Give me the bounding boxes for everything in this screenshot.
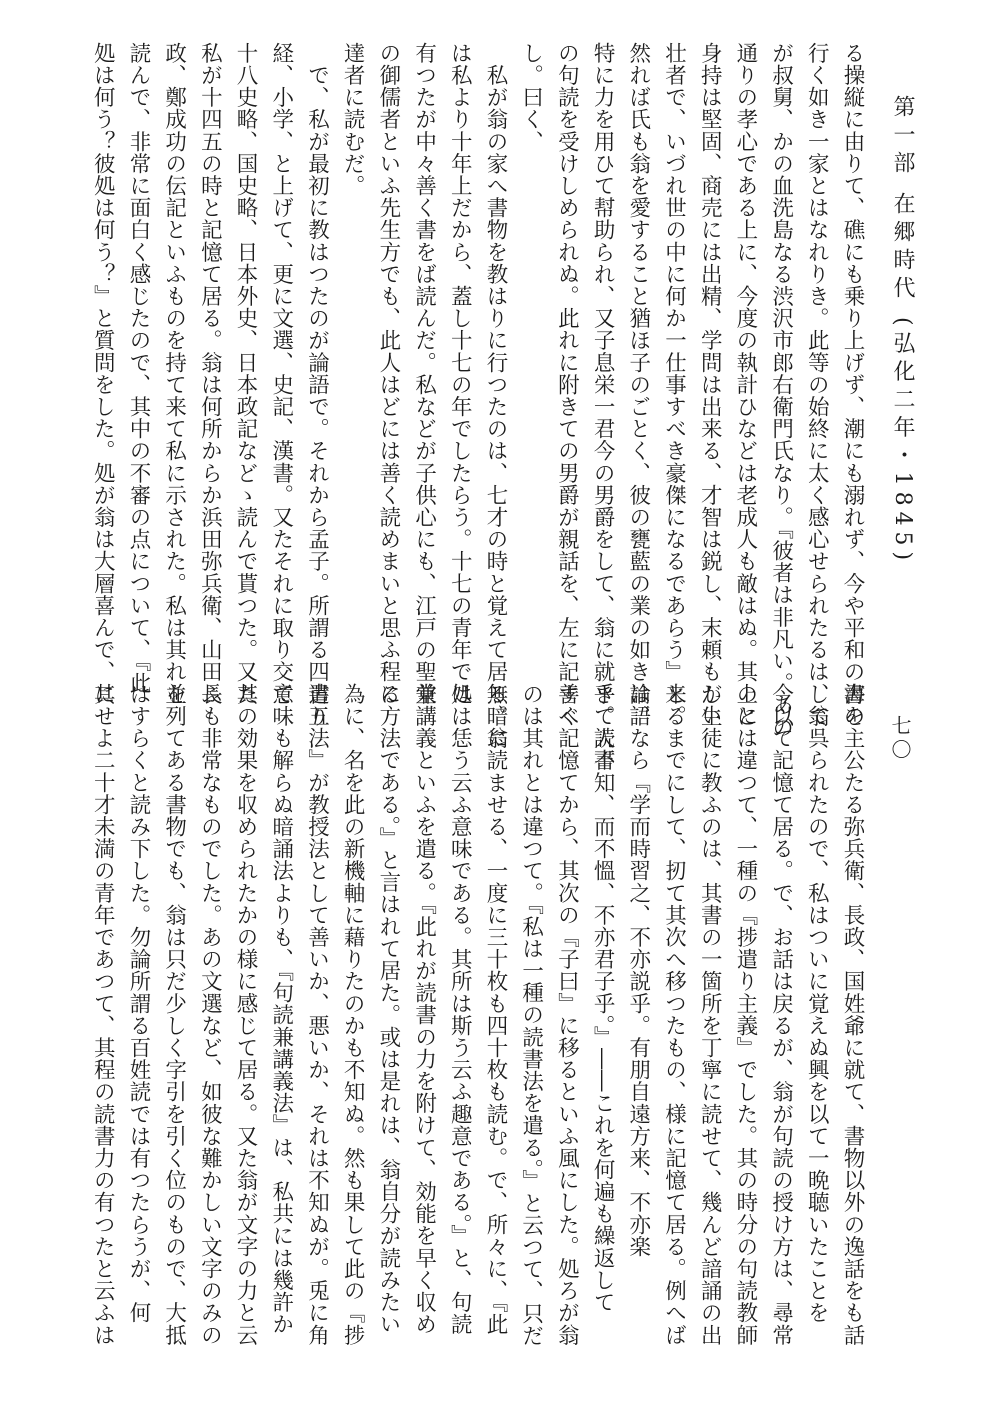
text-column: 並列てある書物でも、翁は只だ少しく字引を引く位のもので、大抵 bbox=[161, 683, 187, 1346]
text-column: 遣り法』が教授法として善いか、悪いか、それは不知ぬが。兎に角 bbox=[304, 683, 330, 1346]
text-column: 壮者で、いづれ世の中に何か一仕事すべき豪傑になるであらう』と。 bbox=[661, 42, 687, 728]
running-title: 第一部 在郷時代 (弘化二年・1845) bbox=[890, 95, 915, 567]
text-column: 特に力を用ひて幇助られ、又子息栄一君今の男爵をして、翁に就きて読書 bbox=[590, 42, 616, 772]
text-column: 為に、名を此の新機軸に藉りたのかも不知ぬ。然も果して此の『捗 bbox=[340, 683, 366, 1346]
text-column: 善く記憶てから、其次の『子曰』に移るといふ風にした。処ろが翁 bbox=[554, 683, 580, 1346]
text-column: 兼講義といふを遣る。『此れが読書の力を附けて、効能を早く収め bbox=[411, 683, 437, 1336]
text-column: 通りの孝心である上に、今度の執計ひなどは老成人も敵はぬ。其上に bbox=[732, 42, 758, 728]
text-column: の句読を受けしめられぬ。此れに附きての男爵が親話を、左に記すべ bbox=[554, 42, 580, 728]
text-column: が叔舅、かの血洗島なる渋沢市郎右衛門氏なり。『彼者は非凡い。あの bbox=[768, 42, 794, 739]
lower-text-block bbox=[90, 683, 870, 1347]
text-column: 政、鄭成功の伝記といふものを持て来て私に示された。私は其れを bbox=[161, 42, 187, 705]
text-column: の御儒者といふ先生方でも、此人はどには善く読めまいと思ふ程に bbox=[375, 42, 401, 705]
text-column: のは其れとは違つて。『私は一種の読書法を遣る。』と云つて、只だ bbox=[518, 683, 544, 1347]
text-column: 十八史略、国史略、日本外史、日本政記などゝ読んで貰つた。又た bbox=[233, 42, 259, 705]
text-column: 来るまでにして、扨て其次へ移つたもの、様に記憶て居る。例へば bbox=[661, 683, 687, 1346]
text-column: して呉られたので、私はついに覚えぬ興を以て一晩聴いたことを bbox=[804, 683, 830, 1324]
text-column: 乎。人不知、而不慍、不亦君子乎。』――これを何遍も繰返して bbox=[590, 683, 616, 1314]
text-column: はすらくと読み下した。勿論所謂る百姓読では有つたらうが、何 bbox=[125, 683, 151, 1324]
text-column: 処は何う？彼処は何う？』と質問をした。処が翁は大層喜んで、其 bbox=[90, 42, 116, 705]
text-column: で、私が最初に教はつたのが論語で。それから孟子。所謂る四書五 bbox=[304, 42, 330, 728]
page-number: 七〇 bbox=[888, 715, 912, 763]
text-column: ふも非常なものでした。あの文選など、如彼な難かしい文字のみの bbox=[197, 683, 223, 1346]
text-column: のとは違つて、一種の『捗遣り主義』でした。其の時分の句読教師 bbox=[732, 683, 758, 1346]
text-column: 今以て記憶て居る。で、お話は戻るが、翁が句読の授け方は、尋常 bbox=[768, 683, 794, 1346]
text-column: 論語なら『学而時習之、不亦説乎。有朋自遠方来、不亦楽 bbox=[625, 683, 651, 1258]
text-column: 行く如き一家とはなれりき。此等の始終に太く感心せられたるは、翁 bbox=[804, 42, 830, 728]
text-column: 処は恁う云ふ意味である。其所は斯う云ふ趣意である。』と、句読 bbox=[447, 683, 473, 1336]
text-column: にせよ二十才未満の青年であつて、其程の読書力の有つたと云ふは bbox=[90, 683, 116, 1346]
text-column: 身持は堅固、商売には出精、学問は出来る、才智は鋭し、末頼もしい bbox=[697, 42, 723, 728]
text-column: し。曰く、 bbox=[518, 42, 544, 153]
text-column: 書の主公たる弥兵衛、長政、国姓爺に就て、書物以外の逸話をも話 bbox=[840, 683, 865, 1346]
text-column: 読んで、非常に面白く感じたので、其中の不審の点について、『此 bbox=[125, 42, 151, 695]
upper-text-block bbox=[90, 42, 870, 772]
text-column: 意味も解らぬ暗誦法よりも、『句読兼講義法』は、私共には幾許か bbox=[268, 683, 294, 1336]
text-column: る方法である。』と言はれて居た。或は是れは、翁自分が読みたい bbox=[375, 683, 401, 1336]
text-column: 無暗に読ませる、一度に三十枚も四十枚も読む。で、所々に、『此 bbox=[482, 683, 508, 1336]
text-column: る操縦に由りて、礁にも乗り上げず、潮にも溺れず、今や平和の海を bbox=[840, 42, 865, 728]
text-column: が生徒に教ふのは、其書の一箇所を丁寧に読せて、幾んど諳誦の出 bbox=[697, 683, 723, 1346]
text-column: 私が翁の家へ書物を教はりに行つたのは、七才の時と覚えて居る。翁 bbox=[482, 42, 508, 750]
text-column: 然れば氏も翁を愛すること猶ほ子のごとく、彼の甕藍の業の如きは、 bbox=[625, 42, 651, 728]
text-column: 有つたが中々善く書をば読んだ。私などが子供心にも、江戸の聖堂 bbox=[411, 42, 437, 705]
text-column: 私が十四五の時と記憶て居る。翁は何所からか浜田弥兵衛、山田長 bbox=[197, 42, 223, 705]
text-column: は私より十年上だから、蓋し十七の年でしたらう。十七の青年では bbox=[447, 42, 473, 705]
text-column: 達者に読むだ。 bbox=[340, 42, 366, 197]
text-column: 経、小学、と上げて、更に文選、史記、漢書。又たそれに取り交て bbox=[268, 42, 294, 705]
text-column: 其の効果を収められたかの様に感じて居る。又た翁が文字の力と云 bbox=[233, 683, 259, 1346]
